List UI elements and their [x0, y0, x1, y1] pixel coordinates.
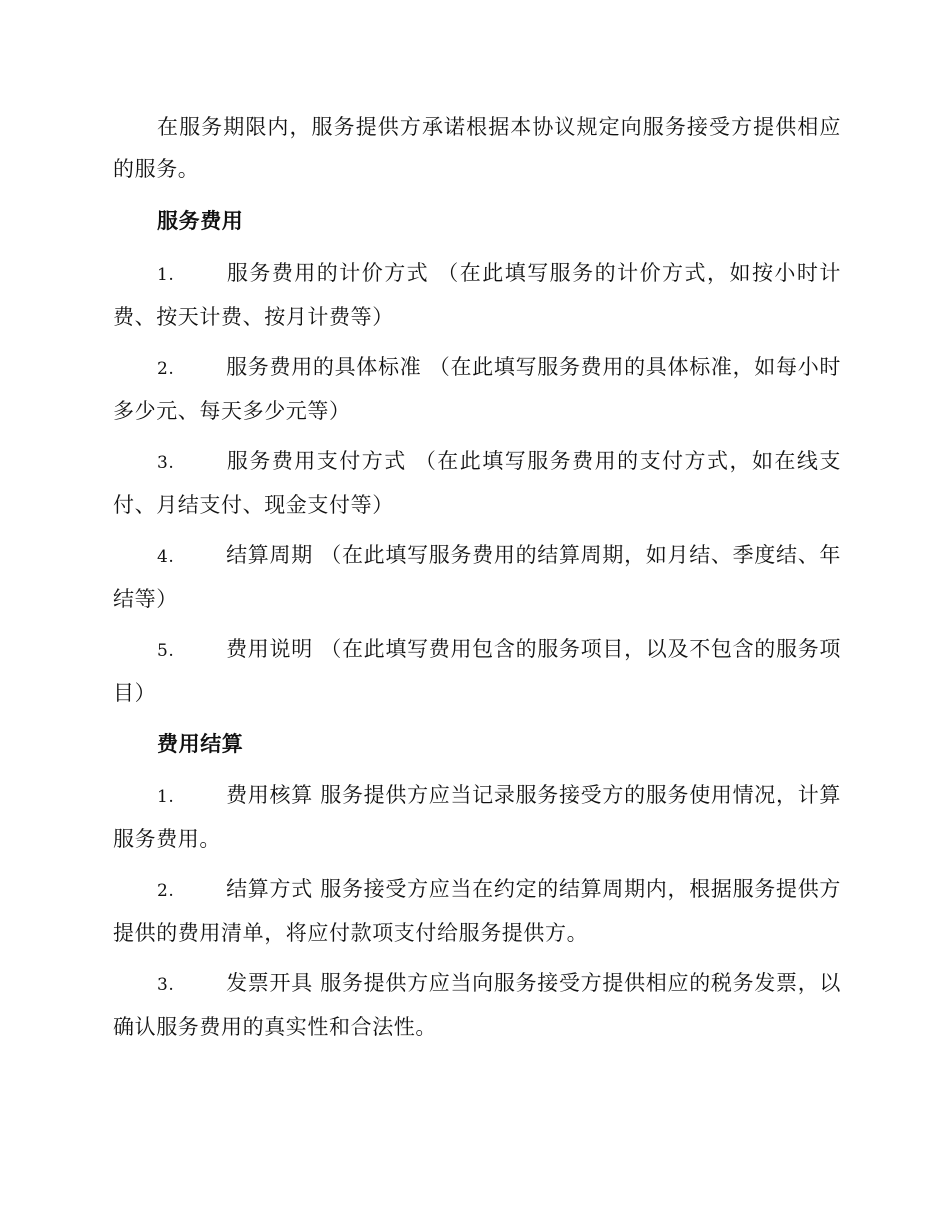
- item-number: 1.: [157, 787, 175, 807]
- item-text: 费用说明 （在此填写费用包含的服务项目，以及不包含的服务项目）: [113, 637, 841, 705]
- item-text: 服务费用的计价方式 （在此填写服务的计价方式，如按小时计费、按天计费、按月计费等）: [113, 261, 841, 329]
- item-number: 3.: [157, 975, 175, 995]
- settlement-item-1: [113, 774, 841, 860]
- section-heading-fees: 服务费用: [157, 208, 244, 233]
- intro-paragraph: 在服务期限内，服务提供方承诺根据本协议规定向服务接受方提供相应的服务。: [113, 115, 841, 181]
- item-text: 结算方式 服务接受方应当在约定的结算周期内，根据服务提供方提供的费用清单，将应付款项支付给服务提供方。: [113, 877, 841, 945]
- fee-item-3: [113, 440, 841, 526]
- item-number: 3.: [157, 453, 175, 473]
- fee-item-1: [113, 252, 841, 338]
- fee-item-4: [113, 534, 841, 620]
- item-text: 费用核算 服务提供方应当记录服务接受方的服务使用情况，计算服务费用。: [113, 783, 841, 851]
- item-number: 2.: [157, 359, 175, 379]
- item-number: 2.: [157, 881, 175, 901]
- item-text: 结算周期 （在此填写服务费用的结算周期，如月结、季度结、年结等）: [113, 543, 841, 611]
- item-text: 发票开具 服务提供方应当向服务接受方提供相应的税务发票，以确认服务费用的真实性和合法性。: [113, 971, 841, 1039]
- fee-item-5: [113, 628, 841, 714]
- fee-item-2: [113, 346, 841, 432]
- item-number: 5.: [157, 641, 175, 661]
- settlement-item-3: [113, 962, 841, 1048]
- item-text: 服务费用支付方式 （在此填写服务费用的支付方式，如在线支付、月结支付、现金支付等）: [113, 449, 841, 517]
- item-number: 1.: [157, 265, 175, 285]
- settlement-item-2: [113, 868, 841, 954]
- item-text: 服务费用的具体标准 （在此填写服务费用的具体标准，如每小时多少元、每天多少元等）: [113, 355, 841, 423]
- section-heading-settlement: 费用结算: [157, 731, 244, 756]
- item-number: 4.: [157, 547, 175, 567]
